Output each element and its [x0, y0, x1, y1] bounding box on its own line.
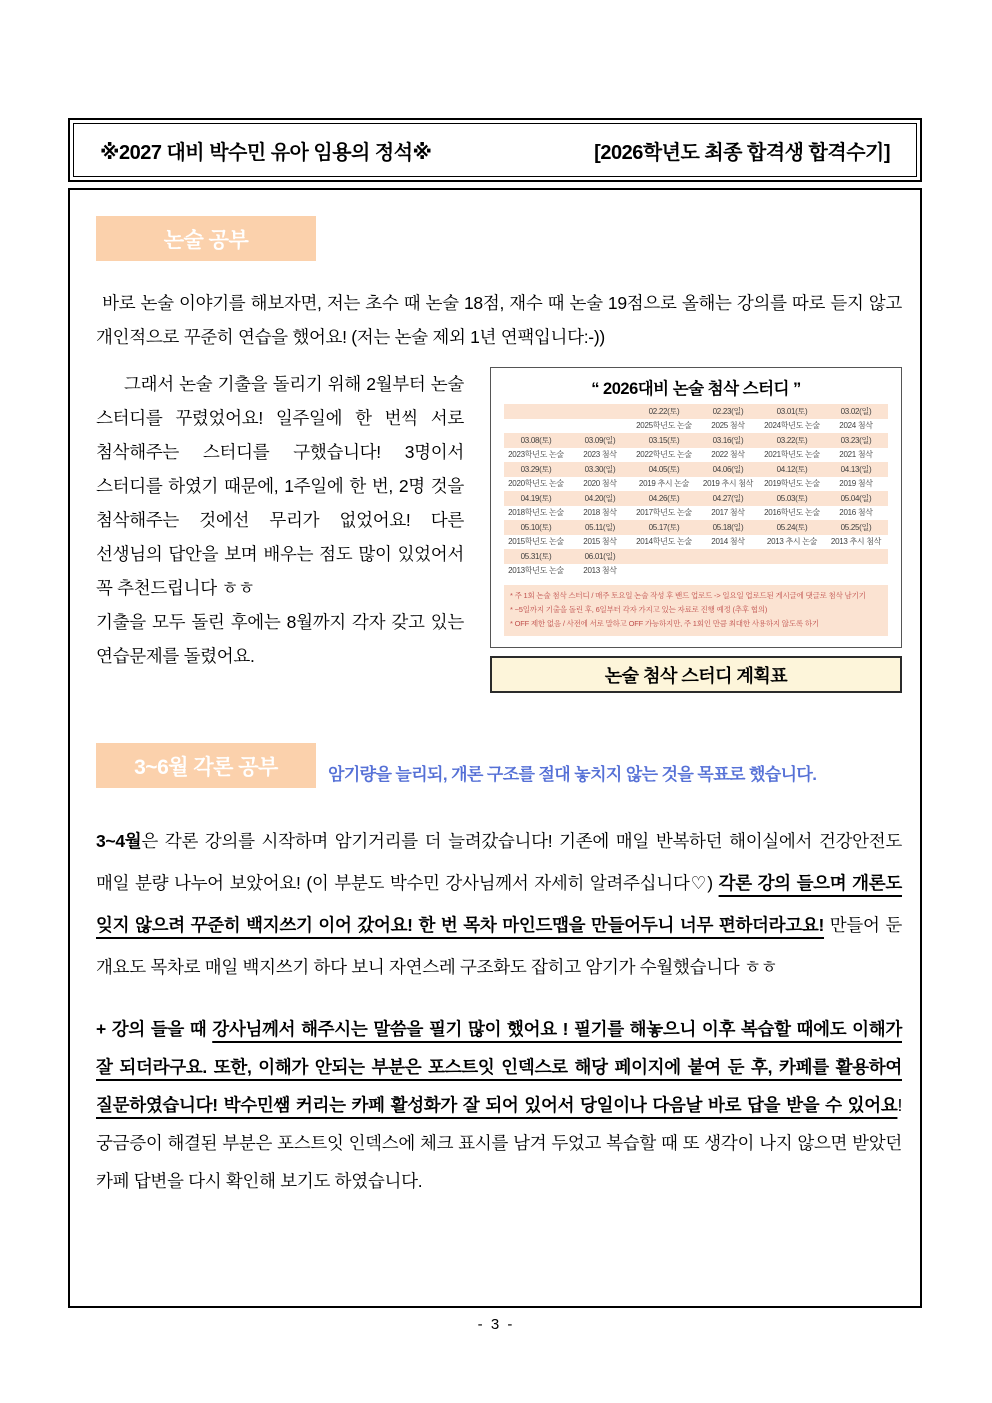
study-table-cell: 05.17(토)	[632, 520, 696, 535]
study-table-cell	[568, 419, 632, 434]
study-table-cell: 2024학년도 논술	[764, 421, 820, 431]
study-schedule-notes	[504, 585, 888, 636]
essay-study-paragraph: 그래서 논술 기출을 돌리기 위해 2월부터 논술 스터디를 꾸렸었어요! 일주일에 한 번씩 서로 첨삭해주는 스터디를 구했습니다! 3명이서 스터디를 하였기 때문에, 1주일에 한 번, 2명 것을 첨삭해주는 것에선 무리가 없었어요! 다른 선생님의 답안을 보며 배우는 점도 많이 있었어서 꼭 추천드립니다 ㅎㅎ	[96, 374, 464, 598]
study-table-cell: 2024 첨삭	[839, 421, 873, 431]
study-table-cell: 2014학년도 논술	[636, 537, 692, 547]
study-table-cell: 2019학년도 논술	[764, 479, 820, 489]
study-schedule-title: “ 2026대비 논술 첨삭 스터디 ”	[591, 380, 801, 398]
study-table-cell: 03.09(일)	[568, 433, 632, 448]
study-table-cell: 06.01(일)	[568, 549, 632, 564]
study-table-cell: 03.01(토)	[760, 404, 824, 419]
study-note-line: * 주 1회 논술 첨삭 스터디 / 매주 토요일 논술 작성 후 밴드 업로드 -> 일요일 업로드된 게시글에 댓글로 첨삭 남기기	[510, 591, 866, 600]
study-table-cell: 05.18(일)	[696, 520, 760, 535]
gakron-p1-bold-underline: 각론 강의 들으며 개론도 잊지 않으려 꾸준히 백지쓰기 이어 갔어요! 한 번 목차 마인드맵을 만들어두니 너무 편하더라고요!	[96, 873, 902, 935]
study-table-cell	[632, 549, 696, 564]
study-table-cell: 05.04(일)	[824, 491, 888, 506]
study-table-cell: 03.15(토)	[632, 433, 696, 448]
gakron-p1-bold-lead: 3~4월	[96, 831, 142, 851]
study-table-cell: 2013 첨삭	[583, 566, 617, 576]
study-table-cell: 04.19(토)	[504, 491, 568, 506]
study-table-cell: 03.23(일)	[824, 433, 888, 448]
study-table-cell: 2018학년도 논술	[508, 508, 564, 518]
study-table-cell: 03.08(토)	[504, 433, 568, 448]
study-table-cell: 2020학년도 논술	[508, 479, 564, 489]
study-table-cell: 2021학년도 논술	[764, 450, 820, 460]
study-table-cell: 2019 추시 논술	[638, 479, 690, 489]
study-table-row	[504, 448, 888, 463]
study-table-cell: 2023 첨삭	[583, 450, 617, 460]
study-table-cell	[568, 404, 632, 419]
gakron-p1-text: 은 각론 강의를 시작하며 암기거리를 더 늘려갔습니다! 기존에 매일 반복하던 해이실에서 건강안전도 매일 분량 나누어 보았어요! (이 부분도 박수민 강사님께서 자세히 알려주십니다♡)	[96, 831, 902, 893]
study-table-cell: 2016 첨삭	[839, 508, 873, 518]
study-table-cell: 2014 첨삭	[711, 537, 745, 547]
study-table-cell	[760, 549, 824, 564]
study-schedule-image	[490, 367, 902, 648]
study-schedule-table	[504, 404, 888, 578]
study-schedule-table-body	[504, 404, 888, 578]
study-table-cell: 04.05(토)	[632, 462, 696, 477]
gakron-p2-bold-lead: + 강의 들을 때	[96, 1019, 213, 1039]
study-table-cell: 2015 첨삭	[583, 537, 617, 547]
study-table-cell	[696, 549, 760, 564]
study-table-cell	[760, 564, 824, 579]
study-table-cell	[824, 564, 888, 579]
study-table-cell: 2013 추시 첨삭	[830, 537, 882, 547]
study-table-cell: 03.30(일)	[568, 462, 632, 477]
study-table-row	[504, 535, 888, 550]
study-table-cell: 04.26(토)	[632, 491, 696, 506]
section-gakron-header: 3~6월 각론 공부	[96, 743, 316, 788]
study-table-cell: 03.22(토)	[760, 433, 824, 448]
study-table-cell: 04.27(일)	[696, 491, 760, 506]
gakron-section-head	[96, 743, 902, 788]
header-right-title: [2026학년도 최종 합격생 합격수기]	[594, 141, 890, 164]
study-note-line: * OFF 제한 없음 / 사전에 서로 말하고 OFF 가능하지만, 주 1회인 만큼 최대한 사용하지 않도록 하기	[510, 619, 819, 628]
essay-practice-paragraph: 기출을 모두 돌린 후에는 8월까지 각자 갖고 있는 연습문제를 돌렸어요.	[96, 612, 464, 666]
study-table-row	[504, 404, 888, 419]
study-table-row	[504, 549, 888, 564]
study-table-cell: 04.06(일)	[696, 462, 760, 477]
study-table-row	[504, 491, 888, 506]
essay-right-column	[490, 367, 902, 693]
study-table-cell: 2020 첨삭	[583, 479, 617, 489]
document-header-inner	[73, 123, 917, 177]
study-table-cell: 2022학년도 논술	[636, 450, 692, 460]
study-table-cell: 2025 첨삭	[711, 421, 745, 431]
study-note-line: * ~5일까지 기출을 돌린 후, 6일부터 각자 가지고 있는 자료로 진행 예정 (추후 협의)	[510, 605, 768, 614]
study-table-cell: 05.03(토)	[760, 491, 824, 506]
essay-two-column-area	[96, 367, 902, 693]
study-table-cell: 2021 첨삭	[839, 450, 873, 460]
study-table-cell	[696, 564, 760, 579]
study-table-cell	[504, 404, 568, 419]
study-table-cell: 2019 추시 첨삭	[702, 479, 754, 489]
study-table-cell: 02.23(일)	[696, 404, 760, 419]
page-number: - 3 -	[477, 1316, 515, 1333]
gakron-p1-text-tail: 만들어 둔 개요도 목차로 매일 백지쓰기 하다 보니 자연스레 구조화도 잡히고 암기가 수월했습니다 ㅎㅎ	[96, 915, 902, 977]
study-table-row	[504, 433, 888, 448]
study-table-cell: 2017 첨삭	[711, 508, 745, 518]
study-table-row	[504, 520, 888, 535]
study-table-cell: 2023학년도 논술	[508, 450, 564, 460]
study-table-cell: 2022 첨삭	[711, 450, 745, 460]
study-table-cell: 05.24(토)	[760, 520, 824, 535]
study-table-cell: 04.13(일)	[824, 462, 888, 477]
study-table-cell: 03.29(토)	[504, 462, 568, 477]
study-table-cell: 05.10(토)	[504, 520, 568, 535]
study-table-cell	[504, 419, 568, 434]
gakron-paragraph-1	[96, 820, 902, 988]
study-table-cell	[824, 549, 888, 564]
study-table-cell: 02.22(토)	[632, 404, 696, 419]
study-table-cell: 2013 추시 논술	[766, 537, 818, 547]
study-table-caption: 논술 첨삭 스터디 계획표	[490, 656, 902, 693]
gakron-goal-subtitle: 암기량을 늘리되, 개론 구조를 절대 놓치지 않는 것을 목표로 했습니다.	[328, 765, 817, 784]
study-table-cell: 2019 첨삭	[839, 479, 873, 489]
study-table-cell: 05.25(일)	[824, 520, 888, 535]
study-table-cell: 2025학년도 논술	[636, 421, 692, 431]
study-table-cell: 05.31(토)	[504, 549, 568, 564]
document-header	[68, 118, 922, 182]
study-table-cell: 03.02(일)	[824, 404, 888, 419]
study-table-cell: 2016학년도 논술	[764, 508, 820, 518]
study-table-cell: 2017학년도 논술	[636, 508, 692, 518]
essay-left-column	[96, 367, 464, 693]
study-table-cell	[632, 564, 696, 579]
study-table-cell: 2015학년도 논술	[508, 537, 564, 547]
study-table-cell: 03.16(일)	[696, 433, 760, 448]
gakron-p2-text-tail: ! 궁금증이 해결된 부분은 포스트잇 인덱스에 체크 표시를 남겨 두었고 복습할 때 또 생각이 나지 않으면 받았던 카페 답변을 다시 확인해 보기도 하였습니다.	[96, 1095, 902, 1191]
study-table-cell: 04.12(토)	[760, 462, 824, 477]
content-box	[68, 188, 922, 1308]
study-table-cell: 04.20(일)	[568, 491, 632, 506]
study-table-row	[504, 564, 888, 579]
study-table-row	[504, 419, 888, 434]
essay-intro-paragraph: 바로 논술 이야기를 해보자면, 저는 초수 때 논술 18점, 재수 때 논술 19점으로 올해는 강의를 따로 듣지 않고 개인적으로 꾸준히 연습을 했어요! (저는 논술 제외 1년 연팩입니다:-))	[96, 293, 902, 347]
gakron-p2-bold-underline: 강사님께서 해주시는 말씀을 필기 많이 했어요 ! 필기를 해놓으니 이후 복습할 때에도 이해가 잘 되더라구요. 또한, 이해가 안되는 부분은 포스트잇 인덱스로 해당 페이지에 붙여 둔 후, 카페를 활용하여 질문하였습니다! 박수민쌤 커리는 카페 활성화가 잘 되어 있어서 당일이나 다음날 바로 답을 받을 수 있어요	[96, 1019, 902, 1115]
section-essay-header: 논술 공부	[96, 216, 316, 261]
study-table-cell: 05.11(일)	[568, 520, 632, 535]
gakron-paragraph-2	[96, 1010, 902, 1200]
study-table-row	[504, 462, 888, 477]
header-left-title: ※2027 대비 박수민 유아 임용의 정석※	[100, 141, 432, 164]
study-table-cell: 2018 첨삭	[583, 508, 617, 518]
study-table-row	[504, 477, 888, 492]
study-table-cell: 2013학년도 논술	[508, 566, 564, 576]
study-table-row	[504, 506, 888, 521]
